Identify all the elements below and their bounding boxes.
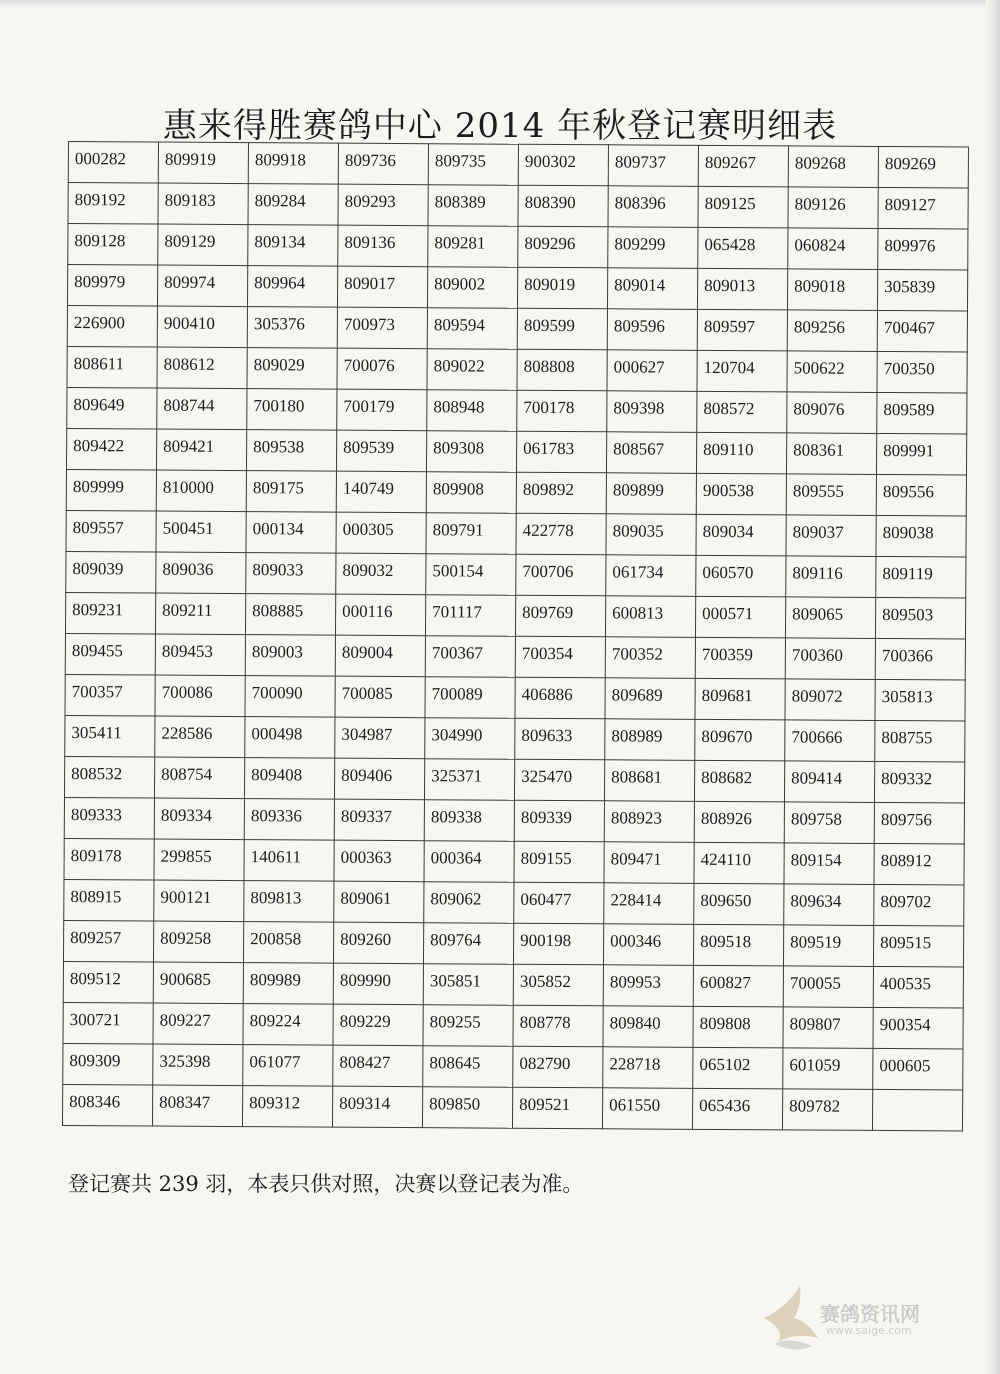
ring-number-cell: 809594 [427, 308, 517, 350]
ring-number-cell: 808567 [606, 432, 696, 474]
ring-number-cell: 809599 [517, 308, 607, 350]
ring-number-cell: 809260 [333, 922, 423, 964]
ring-number-cell: 305852 [513, 964, 603, 1006]
ring-number-cell: 700076 [337, 348, 427, 390]
ring-number-cell: 700360 [785, 638, 875, 680]
ring-number-cell: 809014 [607, 268, 697, 310]
ring-number-cell: 900354 [873, 1007, 963, 1049]
ring-number-cell: 809224 [243, 1004, 333, 1046]
ring-number-cell: 809596 [607, 309, 697, 351]
ring-number-cell: 809555 [786, 474, 876, 516]
ring-number-cell: 325470 [514, 759, 604, 801]
ring-number-cell: 325371 [424, 759, 514, 801]
ring-number-cell: 809013 [697, 268, 787, 310]
ring-number-cell: 809125 [698, 186, 788, 228]
ring-number-cell: 809764 [423, 923, 513, 965]
ring-number-cell: 809072 [785, 679, 875, 721]
table-row [67, 346, 967, 392]
ring-number-cell: 809299 [608, 227, 698, 269]
ring-number-cell: 808754 [154, 757, 244, 799]
ring-number-cell: 065428 [698, 227, 788, 269]
ring-number-cell: 809227 [153, 1003, 243, 1045]
ring-number-cell: 700089 [425, 677, 515, 719]
ring-number-cell: 808885 [245, 594, 335, 636]
ring-number-cell: 809129 [158, 224, 248, 266]
ring-number-cell: 700180 [247, 389, 337, 431]
ring-number-cell: 700350 [877, 351, 967, 393]
ring-number-cell: 809229 [333, 1004, 423, 1046]
table-row [66, 510, 966, 556]
watermark-url: www.saige.com [826, 1324, 912, 1337]
ring-number-cell: 809702 [874, 884, 964, 926]
ring-number-cell: 305851 [423, 964, 513, 1006]
ring-number-cell: 082790 [513, 1046, 603, 1088]
page-edge-shadow [986, 0, 1000, 1374]
ring-number-cell: 809192 [68, 183, 158, 225]
ring-number-cell: 700706 [516, 554, 606, 596]
table-row [65, 715, 965, 761]
ring-number-cell: 809332 [874, 761, 964, 803]
ring-number-cell: 809036 [156, 552, 246, 594]
ring-number-cell: 809414 [784, 761, 874, 803]
ring-number-cell: 809999 [66, 469, 156, 511]
ring-number-cell: 700359 [695, 637, 785, 679]
ring-number-cell: 809231 [65, 592, 155, 634]
ring-number-cell: 809119 [876, 556, 966, 598]
ring-number-cell: 809314 [332, 1086, 422, 1128]
ring-number-cell: 304990 [425, 718, 515, 760]
ring-number-cell: 809670 [695, 719, 785, 761]
ring-number-cell: 809989 [243, 963, 333, 1005]
ring-number-cell: 809065 [785, 597, 875, 639]
ring-number-cell: 809333 [64, 797, 154, 839]
ring-number-cell: 809136 [338, 225, 428, 267]
ring-number-cell: 809964 [247, 266, 337, 308]
ring-number-cell: 305839 [877, 269, 967, 311]
ring-number-cell: 809512 [63, 961, 153, 1003]
ring-number-cell: 061734 [606, 555, 696, 597]
ring-number-cell: 809518 [693, 924, 783, 966]
ring-number-cell: 808612 [157, 347, 247, 389]
ring-number-cell: 900198 [513, 923, 603, 965]
ring-number-cell: 810000 [156, 470, 246, 512]
ring-number-cell: 000571 [695, 596, 785, 638]
ring-number-cell: 299855 [154, 839, 244, 881]
ring-number-cell: 900538 [696, 473, 786, 515]
ring-number-cell: 000305 [336, 512, 426, 554]
ring-number-cell: 700086 [155, 675, 245, 717]
table-row [64, 756, 964, 802]
ring-number-cell: 065436 [692, 1088, 782, 1130]
ring-number-cell: 809918 [248, 143, 338, 185]
ring-number-cell: 400535 [873, 966, 963, 1008]
ring-number-cell: 808347 [152, 1085, 242, 1127]
ring-number-cell: 061783 [516, 431, 606, 473]
ring-number-cell: 701117 [425, 595, 515, 637]
ring-number-cell: 000364 [424, 841, 514, 883]
ring-number-cell: 809991 [876, 433, 966, 475]
ring-number-cell: 809899 [606, 473, 696, 515]
ring-number-cell: 809808 [693, 1006, 783, 1048]
ring-number-cell: 809257 [63, 920, 153, 962]
ring-number-cell: 809791 [426, 513, 516, 555]
table-row [63, 1043, 963, 1089]
ring-number-cell: 228718 [603, 1047, 693, 1089]
ring-number-cell: 808572 [697, 391, 787, 433]
ring-number-cell: 500622 [787, 351, 877, 393]
ring-number-cell: 809029 [247, 348, 337, 390]
ring-number-cell: 809974 [157, 265, 247, 307]
ring-number-cell: 900121 [154, 880, 244, 922]
ring-number-cell: 808396 [608, 186, 698, 228]
table-row [67, 387, 967, 433]
ring-number-cell: 305376 [247, 307, 337, 349]
ring-number-cell: 809634 [784, 884, 874, 926]
ring-number-cell: 060824 [788, 228, 878, 270]
ring-number-cell: 809256 [787, 310, 877, 352]
table-row [63, 961, 963, 1007]
table-row [67, 265, 967, 311]
ring-number-cell: 809002 [427, 267, 517, 309]
ring-number-cell: 809557 [66, 510, 156, 552]
ring-number-cell: 300721 [63, 1002, 153, 1044]
ring-number-cell: 700179 [337, 389, 427, 431]
ring-number-cell: 809908 [426, 472, 516, 514]
ring-number-cell: 900302 [518, 144, 608, 186]
ring-number-cell: 809038 [876, 515, 966, 557]
ring-number-cell: 808755 [875, 720, 965, 762]
ring-number-cell: 809422 [66, 428, 156, 470]
ring-number-cell: 700467 [877, 310, 967, 352]
ring-number-cell: 809919 [158, 142, 248, 184]
ring-number-cell: 000627 [607, 350, 697, 392]
ring-number-cell: 424110 [694, 842, 784, 884]
ring-number-cell: 808912 [874, 843, 964, 885]
ring-number-cell: 120704 [697, 350, 787, 392]
table-row [63, 1002, 963, 1048]
ring-number-cell: 808389 [428, 185, 518, 227]
ring-number-cell: 809681 [695, 678, 785, 720]
ring-number-cell: 809398 [607, 391, 697, 433]
ring-number-cell: 809337 [334, 799, 424, 841]
ring-number-cell: 140749 [336, 471, 426, 513]
ring-number-cell: 808923 [604, 801, 694, 843]
ring-number-cell: 808948 [427, 390, 517, 432]
table-row [62, 1084, 962, 1130]
ring-number-cell: 700367 [425, 636, 515, 678]
table-row [64, 838, 964, 884]
ring-number-cell: 809175 [246, 471, 336, 513]
table-row [66, 428, 966, 474]
ring-number-cell: 808346 [62, 1084, 152, 1126]
ring-number-cell: 809293 [338, 184, 428, 226]
ring-number-cell: 809336 [244, 799, 334, 841]
ring-number-cell: 700352 [605, 637, 695, 679]
ring-number-cell: 809296 [518, 226, 608, 268]
table-row [66, 551, 966, 597]
ring-number-cell: 809281 [428, 226, 518, 268]
ring-number-cell: 809334 [154, 798, 244, 840]
ring-number-cell: 809178 [64, 838, 154, 880]
ring-number-cell: 000363 [334, 840, 424, 882]
watermark [756, 1278, 966, 1358]
ring-number-cell: 809312 [242, 1086, 332, 1128]
ring-number-cell: 600827 [693, 965, 783, 1007]
ring-number-cell: 809455 [65, 633, 155, 675]
ring-number-cell: 809062 [424, 882, 514, 924]
ring-number-cell: 809154 [784, 843, 874, 885]
ring-number-cell: 808808 [517, 349, 607, 391]
ring-number-cell: 000116 [335, 594, 425, 636]
ring-number-cell: 808989 [605, 719, 695, 761]
ring-number-cell: 809268 [788, 146, 878, 188]
table-row [65, 592, 965, 638]
table-row [65, 633, 965, 679]
ring-number-cell: 000134 [246, 512, 336, 554]
table-row [68, 224, 968, 270]
ring-number-cell: 809807 [783, 1007, 873, 1049]
ring-number-cell: 809979 [67, 265, 157, 307]
ring-number-cell: 808427 [333, 1045, 423, 1087]
ring-number-cell: 809589 [877, 392, 967, 434]
table-row [67, 306, 967, 352]
ring-number-cell: 601059 [783, 1048, 873, 1090]
ring-number-cell: 422778 [516, 513, 606, 555]
ring-number-cell: 500154 [426, 554, 516, 596]
ring-number-cell: 809519 [783, 925, 873, 967]
ring-number-cell: 061550 [602, 1088, 692, 1130]
ring-number-cell: 808682 [694, 760, 784, 802]
ring-number-cell: 809076 [787, 392, 877, 434]
ring-number-cell: 809127 [878, 187, 968, 229]
ring-number-cell: 809737 [608, 145, 698, 187]
ring-number-cell: 900685 [153, 962, 243, 1004]
ring-number-cell: 809003 [245, 635, 335, 677]
ring-number-cell: 808390 [518, 185, 608, 227]
ring-number-cell: 809255 [423, 1005, 513, 1047]
table-row [65, 674, 965, 720]
ring-number-cell: 808926 [694, 801, 784, 843]
footnote: 登记赛共 239 羽，本表只供对照，决赛以登记表为准。 [68, 1172, 584, 1196]
ring-number-cell: 304987 [335, 717, 425, 759]
ring-number-cell: 809039 [66, 551, 156, 593]
table-row [66, 469, 966, 515]
ring-number-cell: 809116 [786, 556, 876, 598]
ring-number-cell: 809515 [873, 925, 963, 967]
ring-number-cell: 809128 [68, 224, 158, 266]
ring-number-cell: 228586 [155, 716, 245, 758]
ring-number-cell: 700090 [245, 676, 335, 718]
ring-number-cell: 809538 [246, 430, 336, 472]
ring-number-cell: 809034 [696, 514, 786, 556]
ring-number-cell: 808645 [423, 1046, 513, 1088]
ring-number-cell: 406886 [515, 677, 605, 719]
ring-number-cell: 808915 [64, 879, 154, 921]
ring-number-cell: 809183 [158, 183, 248, 225]
ring-number-cell: 809308 [426, 431, 516, 473]
ring-number-cell: 809782 [782, 1089, 872, 1131]
ring-number-cell: 809269 [878, 146, 968, 188]
ring-number-cell: 809633 [515, 718, 605, 760]
ring-number-cell: 809037 [786, 515, 876, 557]
ring-number-cell: 305813 [875, 679, 965, 721]
table-row [68, 142, 968, 188]
registration-table-body [62, 142, 968, 1131]
ring-number-cell: 809990 [333, 963, 423, 1005]
ring-number-cell: 809061 [334, 881, 424, 923]
ring-number-cell: 809892 [516, 472, 606, 514]
ring-number-cell: 809033 [246, 553, 336, 595]
table-row [63, 920, 963, 966]
ring-number-cell: 809756 [874, 802, 964, 844]
ring-number-cell: 809421 [156, 429, 246, 471]
ring-number-cell: 809650 [694, 883, 784, 925]
ring-number-cell: 809689 [605, 678, 695, 720]
ring-number-cell: 809338 [424, 800, 514, 842]
ring-number-cell: 809022 [427, 349, 517, 391]
ring-number-cell: 809503 [875, 597, 965, 639]
ring-number-cell: 809736 [338, 143, 428, 185]
table-row [64, 879, 964, 925]
ring-number-cell: 809211 [155, 593, 245, 635]
ring-number-cell: 809453 [155, 634, 245, 676]
ring-number-cell: 809134 [248, 225, 338, 267]
ring-number-cell: 809126 [788, 187, 878, 229]
page-edge [0, 0, 1000, 8]
ring-number-cell: 809004 [335, 635, 425, 677]
ring-number-cell: 700973 [337, 307, 427, 349]
ring-number-cell: 809267 [698, 145, 788, 187]
ring-number-cell: 700055 [783, 966, 873, 1008]
ring-number-cell: 809032 [336, 553, 426, 595]
ring-number-cell: 808681 [604, 760, 694, 802]
ring-number-cell: 000605 [873, 1048, 963, 1090]
ring-number-cell: 600813 [605, 596, 695, 638]
ring-number-cell: 809018 [787, 269, 877, 311]
table-row [64, 797, 964, 843]
ring-number-cell: 809309 [63, 1043, 153, 1085]
ring-number-cell: 700178 [517, 390, 607, 432]
pigeon-logo-icon [756, 1278, 826, 1358]
ring-number-cell [872, 1089, 962, 1131]
ring-number-cell: 000498 [245, 717, 335, 759]
ring-number-cell: 809539 [336, 430, 426, 472]
ring-number-cell: 140611 [244, 840, 334, 882]
ring-number-cell: 000282 [68, 142, 158, 184]
ring-number-cell: 809471 [604, 842, 694, 884]
ring-number-cell: 809110 [696, 432, 786, 474]
ring-number-cell: 809339 [514, 800, 604, 842]
ring-number-cell: 700354 [515, 636, 605, 678]
table-row [68, 183, 968, 229]
ring-number-cell: 900410 [157, 306, 247, 348]
ring-number-cell: 809019 [517, 267, 607, 309]
ring-number-cell: 061077 [243, 1045, 333, 1087]
ring-number-cell: 809017 [337, 266, 427, 308]
ring-number-cell: 809813 [244, 881, 334, 923]
ring-number-cell: 809597 [697, 309, 787, 351]
ring-number-cell: 060477 [514, 882, 604, 924]
watermark-text: 赛鸽资讯网 [820, 1302, 920, 1326]
ring-number-cell: 809556 [876, 474, 966, 516]
page-title: 惠来得胜赛鸽中心 2014 年秋登记赛明细表 [162, 106, 838, 146]
ring-number-cell: 700666 [785, 720, 875, 762]
ring-number-cell: 809976 [878, 228, 968, 270]
registration-table [62, 141, 969, 1131]
ring-number-cell: 809258 [153, 921, 243, 963]
ring-number-cell: 808778 [513, 1005, 603, 1047]
ring-number-cell: 305411 [65, 715, 155, 757]
ring-number-cell: 809840 [603, 1006, 693, 1048]
ring-number-cell: 200858 [243, 922, 333, 964]
ring-number-cell: 060570 [696, 555, 786, 597]
ring-number-cell: 700357 [65, 674, 155, 716]
ring-number-cell: 808361 [786, 433, 876, 475]
ring-number-cell: 808744 [157, 388, 247, 430]
ring-number-cell: 809649 [67, 387, 157, 429]
ring-number-cell: 228414 [604, 883, 694, 925]
ring-number-cell: 809758 [784, 802, 874, 844]
ring-number-cell: 809035 [606, 514, 696, 556]
ring-number-cell: 700366 [875, 638, 965, 680]
ring-number-cell: 808611 [67, 346, 157, 388]
ring-number-cell: 809735 [428, 144, 518, 186]
ring-number-cell: 809284 [248, 184, 338, 226]
ring-number-cell: 500451 [156, 511, 246, 553]
ring-number-cell: 226900 [67, 306, 157, 348]
ring-number-cell: 065102 [693, 1047, 783, 1089]
ring-number-cell: 809406 [334, 758, 424, 800]
ring-number-cell: 000346 [603, 924, 693, 966]
ring-number-cell: 809953 [603, 965, 693, 1007]
ring-number-cell: 700085 [335, 676, 425, 718]
ring-number-cell: 809521 [512, 1087, 602, 1129]
ring-number-cell: 809155 [514, 841, 604, 883]
ring-number-cell: 809769 [515, 595, 605, 637]
ring-number-cell: 809850 [422, 1087, 512, 1129]
ring-number-cell: 808532 [64, 756, 154, 798]
ring-number-cell: 325398 [153, 1044, 243, 1086]
ring-number-cell: 809408 [244, 758, 334, 800]
